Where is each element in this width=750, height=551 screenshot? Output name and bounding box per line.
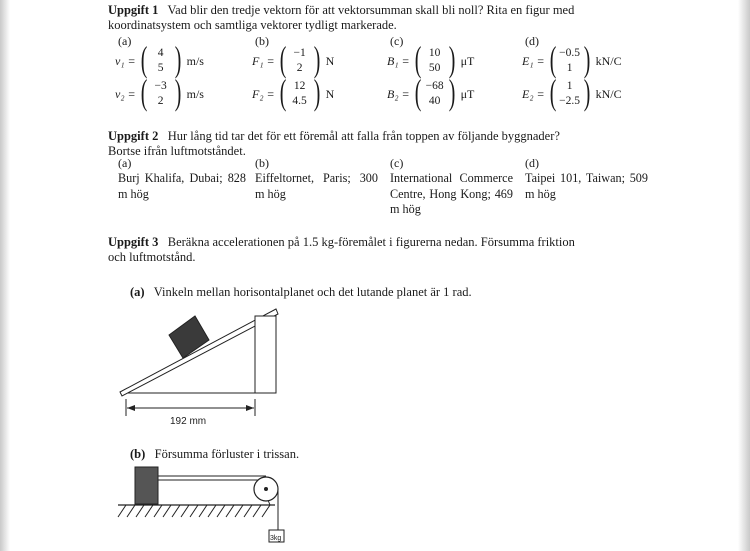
incline-drawing bbox=[120, 309, 278, 416]
task2-item-a: Burj Khalifa, Dubai; 828 m hög bbox=[118, 171, 246, 201]
task2-label-d: (d) bbox=[525, 156, 539, 170]
vector-bottom: 40 bbox=[428, 95, 441, 107]
vector-bottom: 4.5 bbox=[292, 95, 307, 107]
vector-bottom: 2 bbox=[157, 95, 164, 107]
vector-name: E₁ = bbox=[522, 53, 545, 68]
left-paren-glyph: ( bbox=[140, 72, 147, 112]
task1-heading: Uppgift 1 bbox=[108, 3, 159, 17]
vector-unit: m/s bbox=[186, 86, 204, 101]
vector-top: 1 bbox=[566, 80, 573, 92]
dim-arrow-left bbox=[127, 405, 135, 411]
vector-unit: N bbox=[325, 53, 335, 68]
task2-text-2: Bortse ifrån luftmotståndet. bbox=[108, 144, 246, 158]
vector-unit: kN/C bbox=[595, 53, 622, 68]
pulley-axle bbox=[264, 487, 268, 491]
part-b-label: (b) bbox=[130, 447, 146, 461]
vector-name: E₂ = bbox=[522, 86, 545, 101]
left-paren-glyph: ( bbox=[140, 39, 147, 79]
vector-unit: μT bbox=[460, 86, 475, 101]
task3-heading: Uppgift 3 bbox=[108, 235, 159, 249]
support-block bbox=[255, 316, 276, 393]
vector-name: v₁ = bbox=[115, 53, 136, 68]
right-paren-glyph: ) bbox=[313, 72, 320, 112]
part-b-text: Försumma förluster i trissan. bbox=[154, 447, 300, 461]
task2-label-b: (b) bbox=[255, 156, 269, 170]
vector-unit: kN/C bbox=[595, 86, 622, 101]
task1-label-a: (a) bbox=[118, 34, 132, 48]
task3-part-b bbox=[130, 447, 299, 462]
right-paren-glyph: ) bbox=[313, 39, 320, 79]
task2-item-b: Eiffeltornet, Paris; 300 m hög bbox=[255, 171, 378, 201]
vector-bottom: −2.5 bbox=[559, 95, 581, 107]
vector-unit: m/s bbox=[186, 53, 204, 68]
vector-name: v₂ = bbox=[115, 86, 136, 101]
right-paren-glyph: ) bbox=[174, 39, 181, 79]
right-paren-glyph: ) bbox=[448, 39, 455, 79]
table-mass-block bbox=[135, 467, 158, 504]
vector-name: B₁ = bbox=[387, 53, 410, 68]
vector-top: −68 bbox=[425, 80, 444, 92]
table-hatching bbox=[118, 505, 270, 517]
vector-top: −0.5 bbox=[559, 47, 581, 59]
left-paren-glyph: ( bbox=[414, 39, 421, 79]
right-paren-glyph: ) bbox=[583, 72, 590, 112]
vector-bottom: 50 bbox=[428, 62, 441, 74]
pulley-figure bbox=[118, 467, 284, 542]
task2-label-a: (a) bbox=[118, 156, 132, 170]
vector-unit: N bbox=[325, 86, 335, 101]
dim-arrow-right bbox=[246, 405, 254, 411]
vector-unit: μT bbox=[460, 53, 475, 68]
hanging-mass-label: 3kg bbox=[270, 535, 282, 542]
task2-item-c: International Commerce Centre, Hong Kong; 469 m hög bbox=[390, 171, 513, 216]
right-paren-glyph: ) bbox=[583, 39, 590, 79]
task2-text-1: Hur lång tid tar det för ett föremål att falla från toppen av följande byggnader? bbox=[167, 129, 560, 143]
task1-text-2: koordinatsystem och samtliga vektorer tydligt markerade. bbox=[108, 18, 397, 32]
vector-top: 4 bbox=[157, 47, 164, 59]
vector-top: −3 bbox=[154, 80, 167, 92]
dimension-label: 192 mm bbox=[170, 416, 207, 427]
vector-bottom: 2 bbox=[296, 62, 303, 74]
task1-label-d: (d) bbox=[525, 34, 539, 48]
task1-label-b: (b) bbox=[255, 34, 269, 48]
task1-label-c: (c) bbox=[390, 34, 404, 48]
part-a-text: Vinkeln mellan horisontalplanet och det lutande planet är 1 rad. bbox=[153, 285, 472, 299]
vector-top: −1 bbox=[293, 47, 306, 59]
vector-bottom: 5 bbox=[157, 62, 164, 74]
task3-text-1: Beräkna accelerationen på 1.5 kg-föremålet i figurerna nedan. Försumma friktion bbox=[167, 235, 575, 249]
vector-top: 10 bbox=[428, 47, 441, 59]
vector-bottom: 1 bbox=[566, 62, 573, 74]
left-paren-glyph: ( bbox=[549, 72, 556, 112]
task2-heading: Uppgift 2 bbox=[108, 129, 159, 143]
task3-text-2: och luftmotstånd. bbox=[108, 250, 196, 264]
vector-name: F₂ = bbox=[252, 86, 275, 101]
task2-item-d: Taipei 101, Taiwan; 509 m hög bbox=[525, 171, 648, 201]
vector-name: B₂ = bbox=[387, 86, 410, 101]
right-paren-glyph: ) bbox=[448, 72, 455, 112]
vector-top: 12 bbox=[293, 80, 306, 92]
task2-label-c: (c) bbox=[390, 156, 404, 170]
right-paren-glyph: ) bbox=[174, 72, 181, 112]
vector-name: F₁ = bbox=[252, 53, 275, 68]
task1-text-1: Vad blir den tredje vektorn för att vektorsumman skall bli noll? Rita en figur med bbox=[167, 3, 575, 17]
left-paren-glyph: ( bbox=[279, 39, 286, 79]
left-paren-glyph: ( bbox=[414, 72, 421, 112]
left-paren-glyph: ( bbox=[549, 39, 556, 79]
left-paren-glyph: ( bbox=[279, 72, 286, 112]
part-a-label: (a) bbox=[130, 285, 145, 299]
